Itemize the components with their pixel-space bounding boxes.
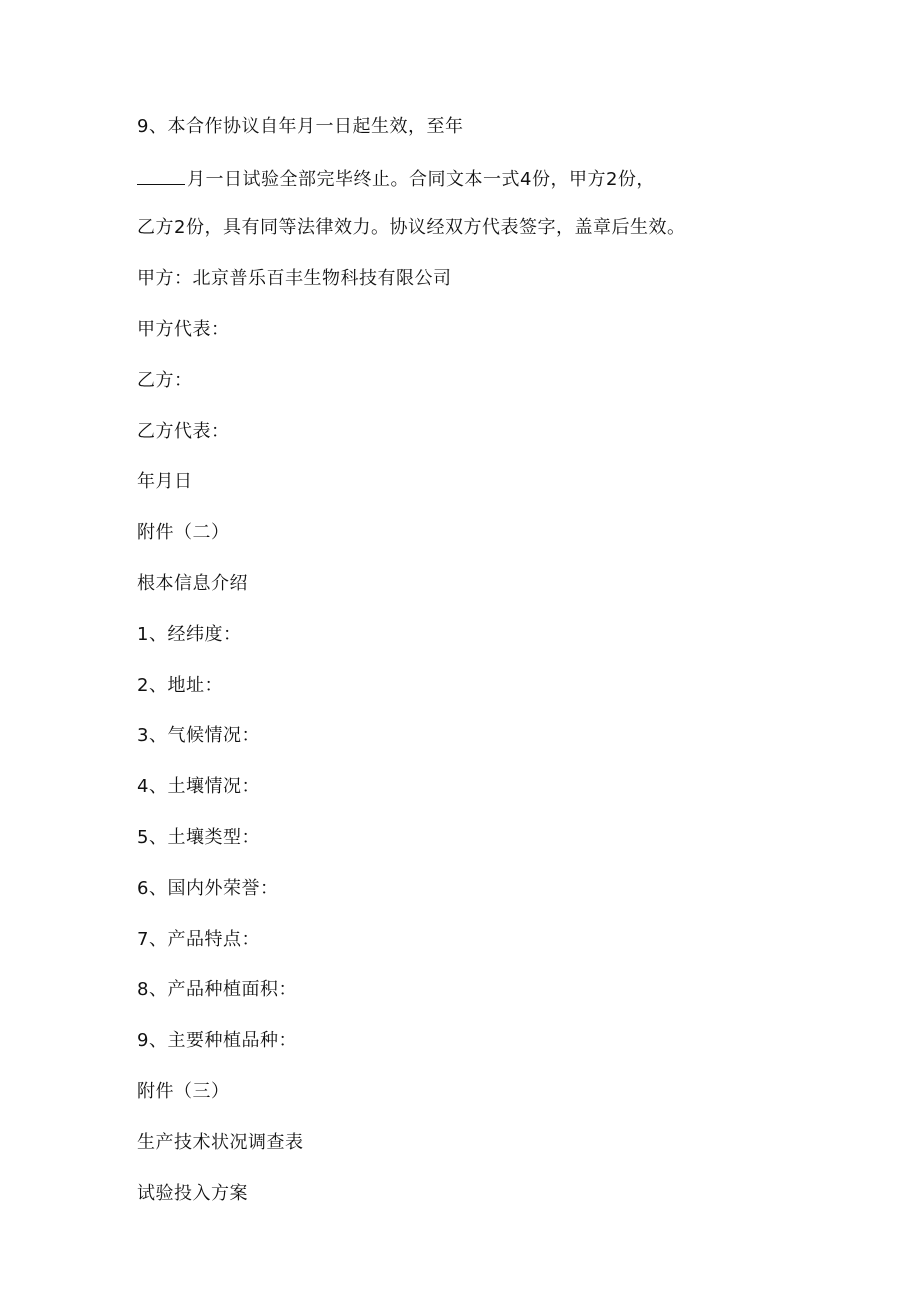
clause-9-line-2-text: 月一日试验全部完毕终止。合同文本一式4份，甲方2份， — [187, 169, 655, 190]
clause-9-line-2 — [137, 166, 655, 192]
party-b-representative: 乙方代表： — [137, 421, 230, 442]
party-b: 乙方： — [137, 370, 193, 391]
appendix-3-heading-survey: 生产技术状况调查表 — [137, 1132, 304, 1153]
info-item: 4、土壤情况： — [137, 776, 260, 797]
clause-9-line-1: 9、本合作协议自年月一日起生效，至年 — [137, 116, 464, 137]
appendix-3-heading-plan: 试验投入方案 — [137, 1183, 248, 1204]
appendix-2-title: 附件（二） — [137, 522, 230, 543]
appendix-3-title: 附件（三） — [137, 1081, 230, 1102]
info-item: 8、产品种植面积： — [137, 979, 297, 1000]
info-item: 9、主要种植品种： — [137, 1030, 297, 1051]
party-a-representative: 甲方代表： — [137, 319, 230, 340]
signing-date: 年月日 — [137, 471, 193, 492]
info-item: 2、地址： — [137, 675, 223, 696]
info-item: 3、气候情况： — [137, 725, 260, 746]
party-a: 甲方：北京普乐百丰生物科技有限公司 — [137, 268, 452, 289]
info-item: 5、土壤类型： — [137, 827, 260, 848]
clause-9-line-3: 乙方2份，具有同等法律效力。协议经双方代表签字，盖章后生效。 — [137, 217, 686, 238]
fill-in-blank — [137, 166, 185, 185]
appendix-2-heading: 根本信息介绍 — [137, 573, 248, 594]
info-item: 7、产品特点： — [137, 929, 260, 950]
info-item: 1、经纬度： — [137, 624, 242, 645]
info-item: 6、国内外荣誉： — [137, 878, 279, 899]
